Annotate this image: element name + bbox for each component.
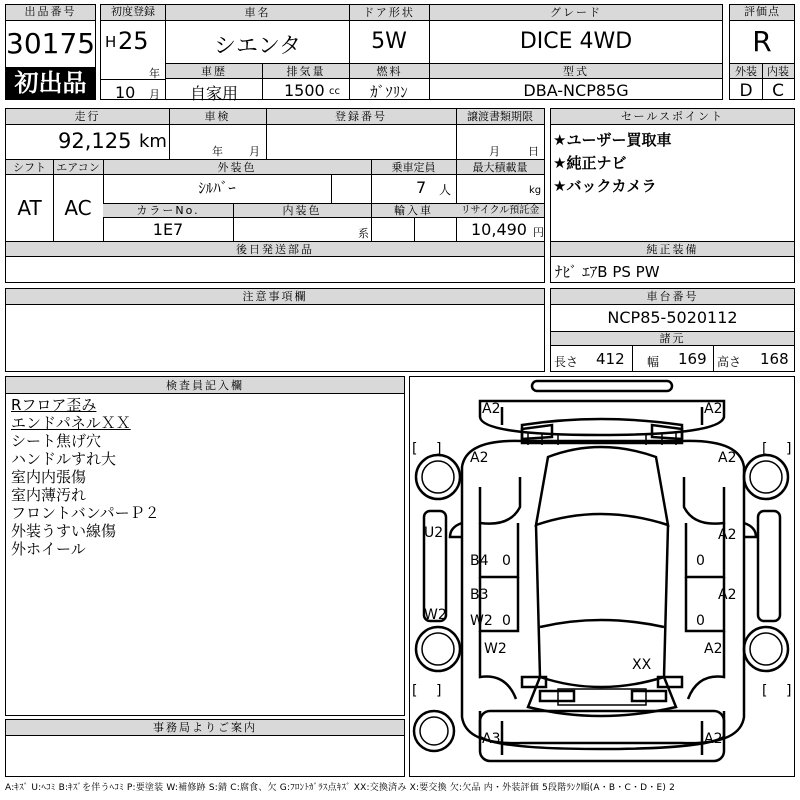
transfer-month-unit: 月 <box>489 145 500 158</box>
recycle-label: リサイクル預託金 <box>460 205 540 216</box>
recycle-unit: 円 <box>533 226 544 239</box>
inspector-line-2: エンドパネルＸＸ <box>11 414 131 432</box>
inspector-line-8: 外装うすい線傷 <box>11 522 117 540</box>
chassis-label: 車台番号 <box>551 289 794 305</box>
fuel-label: 燃料 <box>376 65 403 78</box>
bracket-left-bottom-open: [ <box>412 683 418 699</box>
car-outline-diagram <box>410 377 794 776</box>
mark-front-left: A2 <box>470 450 489 466</box>
lot-number: 30175 <box>6 27 96 60</box>
mark-front-right: A2 <box>718 450 737 466</box>
inspector-box <box>5 376 405 716</box>
height-label: 高さ <box>717 355 742 369</box>
body-outline-shape <box>462 441 744 743</box>
color-no: 1E7 <box>152 220 184 239</box>
car-name: シエンタ <box>213 34 302 59</box>
sales-point-3: ★バックカメラ <box>553 177 657 195</box>
office-label: 事務局よりご案内 <box>6 720 404 736</box>
height-value: 168 <box>760 350 789 368</box>
ac: AC <box>64 196 92 220</box>
ext-color-label: 外装色 <box>217 161 257 174</box>
int-score: C <box>772 81 784 101</box>
model-label: 型式 <box>563 65 589 78</box>
length-label: 長さ <box>554 355 579 369</box>
equipment-box <box>550 241 795 283</box>
mileage: 92,125 <box>58 129 132 153</box>
inspector-line-7: フロントバンパーＰ２ <box>11 504 160 522</box>
notes-box <box>5 288 545 372</box>
door-type: 5W <box>371 29 407 54</box>
sales-point-2: ★純正ナビ <box>553 154 627 172</box>
bracket-right-bottom-open: [ <box>762 683 768 699</box>
grade-label: グレード <box>550 6 602 19</box>
sales-points-box <box>550 108 795 242</box>
roof-strip-shape <box>532 381 672 391</box>
history-label: 車歴 <box>201 65 227 78</box>
transfer-day-unit: 日 <box>528 145 539 158</box>
chassis-box <box>550 288 795 372</box>
mark-zero-4: 0 <box>696 613 705 629</box>
transfer-deadline-label: 譲渡書類期限 <box>467 110 533 123</box>
windshield-shape <box>536 447 668 525</box>
later-parts-label: 後日発送部品 <box>6 242 544 257</box>
inspector-line-6: 室内薄汚れ <box>11 486 87 504</box>
color-no-label: カラーNo. <box>136 204 200 217</box>
bracket-right-top-open: [ <box>762 441 768 457</box>
mark-top-left: A2 <box>482 401 501 417</box>
score-label: 評価点 <box>730 5 794 21</box>
score-box <box>729 4 795 100</box>
fuel: ｶﾞｿﾘﾝ <box>370 83 408 101</box>
history: 自家用 <box>189 84 238 103</box>
mark-side-left: U2 <box>424 525 444 541</box>
reg-month-unit: 月 <box>149 88 160 101</box>
inspector-line-4: ハンドルすれ大 <box>11 450 117 468</box>
max-load-label: 最大積載量 <box>472 161 528 174</box>
damage-legend: A:ｷｽﾞ U:ﾍｺﾐ B:ｷｽﾞを伴うﾍｺﾐ P:要塗装 W:補修跡 S:錆 C:腐食、欠 G:ﾌﾛﾝﾄｶﾞﾗｽ点ｷｽﾞ XX:交換済み X:要交換 欠:欠品 内・外装評価 5段階ﾗﾝｸ順(A・B・C・D・E) 2 <box>5 783 676 793</box>
mark-b3: B3 <box>470 587 489 603</box>
reg-number-label: 登録番号 <box>335 110 387 123</box>
bracket-left-bottom-close: ] <box>436 683 442 699</box>
inspector-line-9: 外ホイール <box>11 540 86 558</box>
length-value: 412 <box>596 350 625 368</box>
mark-rear-right: A2 <box>704 641 723 657</box>
width-label: 幅 <box>647 355 660 369</box>
displacement-label: 排気量 <box>286 65 326 78</box>
inspection-label: 車検 <box>204 110 231 123</box>
first-registration-box <box>100 4 166 100</box>
inspection-month-unit: 月 <box>249 145 260 158</box>
mark-top-right: A2 <box>704 401 723 417</box>
reg-month: 10 <box>115 83 136 102</box>
inspector-line-1: Rフロア歪み <box>11 396 97 414</box>
bracket-left-top-open: [ <box>412 441 418 457</box>
mark-w2-b: W2 <box>484 641 507 657</box>
damage-diagram <box>409 376 795 777</box>
bracket-left-top-close: ] <box>436 441 442 457</box>
later-parts-box <box>5 241 545 283</box>
mark-bottom-left: A3 <box>482 731 501 747</box>
car-name-label: 車名 <box>244 6 271 19</box>
equipment-label: 純正装備 <box>551 242 794 257</box>
vehicle-detail-box <box>5 108 545 242</box>
reg-year: 25 <box>118 27 149 55</box>
lot-number-label: 出品番号 <box>6 5 95 21</box>
shift-label: シフト <box>13 161 46 174</box>
car-info-box <box>165 4 723 103</box>
mark-b4: B4 <box>470 553 489 569</box>
mark-bottom-right: A2 <box>704 731 723 747</box>
first-listing-badge <box>6 67 95 99</box>
max-load-unit: kg <box>529 185 542 196</box>
grade: DICE 4WD <box>519 29 633 54</box>
score: R <box>752 25 772 58</box>
inspector-line-3: シート焦げ穴 <box>11 432 102 450</box>
mark-zero-2: 0 <box>696 553 705 569</box>
inspector-line-5: 室内内張傷 <box>11 468 87 486</box>
int-color-label: 内装色 <box>282 204 322 217</box>
mark-zero-1: 0 <box>502 553 511 569</box>
office-box <box>5 719 405 777</box>
width-value: 169 <box>678 350 707 368</box>
ext-color: ｼﾙﾊﾞｰ <box>198 179 236 197</box>
capacity-unit: 人 <box>439 183 452 197</box>
mark-w2-a: W2 <box>470 613 493 629</box>
inspection-year-unit: 年 <box>212 145 223 158</box>
reg-year-unit: 年 <box>149 67 160 80</box>
sales-points-label: セールスポイント <box>551 109 794 125</box>
model-code: DBA-NCP85G <box>523 81 629 100</box>
recycle-fee: 10,490 <box>471 220 527 239</box>
dimensions-label: 諸元 <box>551 332 794 346</box>
int-color-unit: 系 <box>358 227 369 240</box>
ext-score: D <box>739 81 753 101</box>
inspector-label: 検査員記入欄 <box>6 377 404 394</box>
int-score-label: 内装 <box>767 65 789 78</box>
shift: AT <box>17 196 42 220</box>
mark-mid-right-1: A2 <box>718 527 737 543</box>
mileage-label: 走行 <box>74 110 101 123</box>
displacement: 1500 <box>284 81 325 100</box>
capacity: 7 <box>416 178 427 197</box>
era: H <box>105 33 117 51</box>
bracket-right-bottom-close: ] <box>786 683 792 699</box>
mark-w-left: W2 <box>424 607 447 623</box>
equipment-value: ﾅﾋﾞ ｴｱB PS PW <box>555 263 660 281</box>
notes-label: 注意事項欄 <box>6 289 544 305</box>
mileage-unit: km <box>139 131 167 152</box>
mark-mid-right-2: A2 <box>718 587 737 603</box>
mark-zero-3: 0 <box>502 613 511 629</box>
mark-xx: XX <box>632 657 652 673</box>
chassis-number: NCP85-5020112 <box>607 308 738 327</box>
lot-number-box <box>5 4 96 100</box>
bracket-right-top-close: ] <box>786 441 792 457</box>
door-label: ドア形状 <box>363 6 415 19</box>
ac-label: エアコン <box>56 161 100 174</box>
first-registration-label: 初度登録 <box>101 5 165 21</box>
sales-point-1: ★ユーザー買取車 <box>553 131 672 149</box>
ext-score-label: 外装 <box>735 65 757 78</box>
capacity-label: 乗車定員 <box>391 161 436 174</box>
first-listing-text: 初出品 <box>14 69 87 97</box>
import-label: 輸入車 <box>394 204 433 217</box>
displacement-unit: cc <box>329 86 340 97</box>
